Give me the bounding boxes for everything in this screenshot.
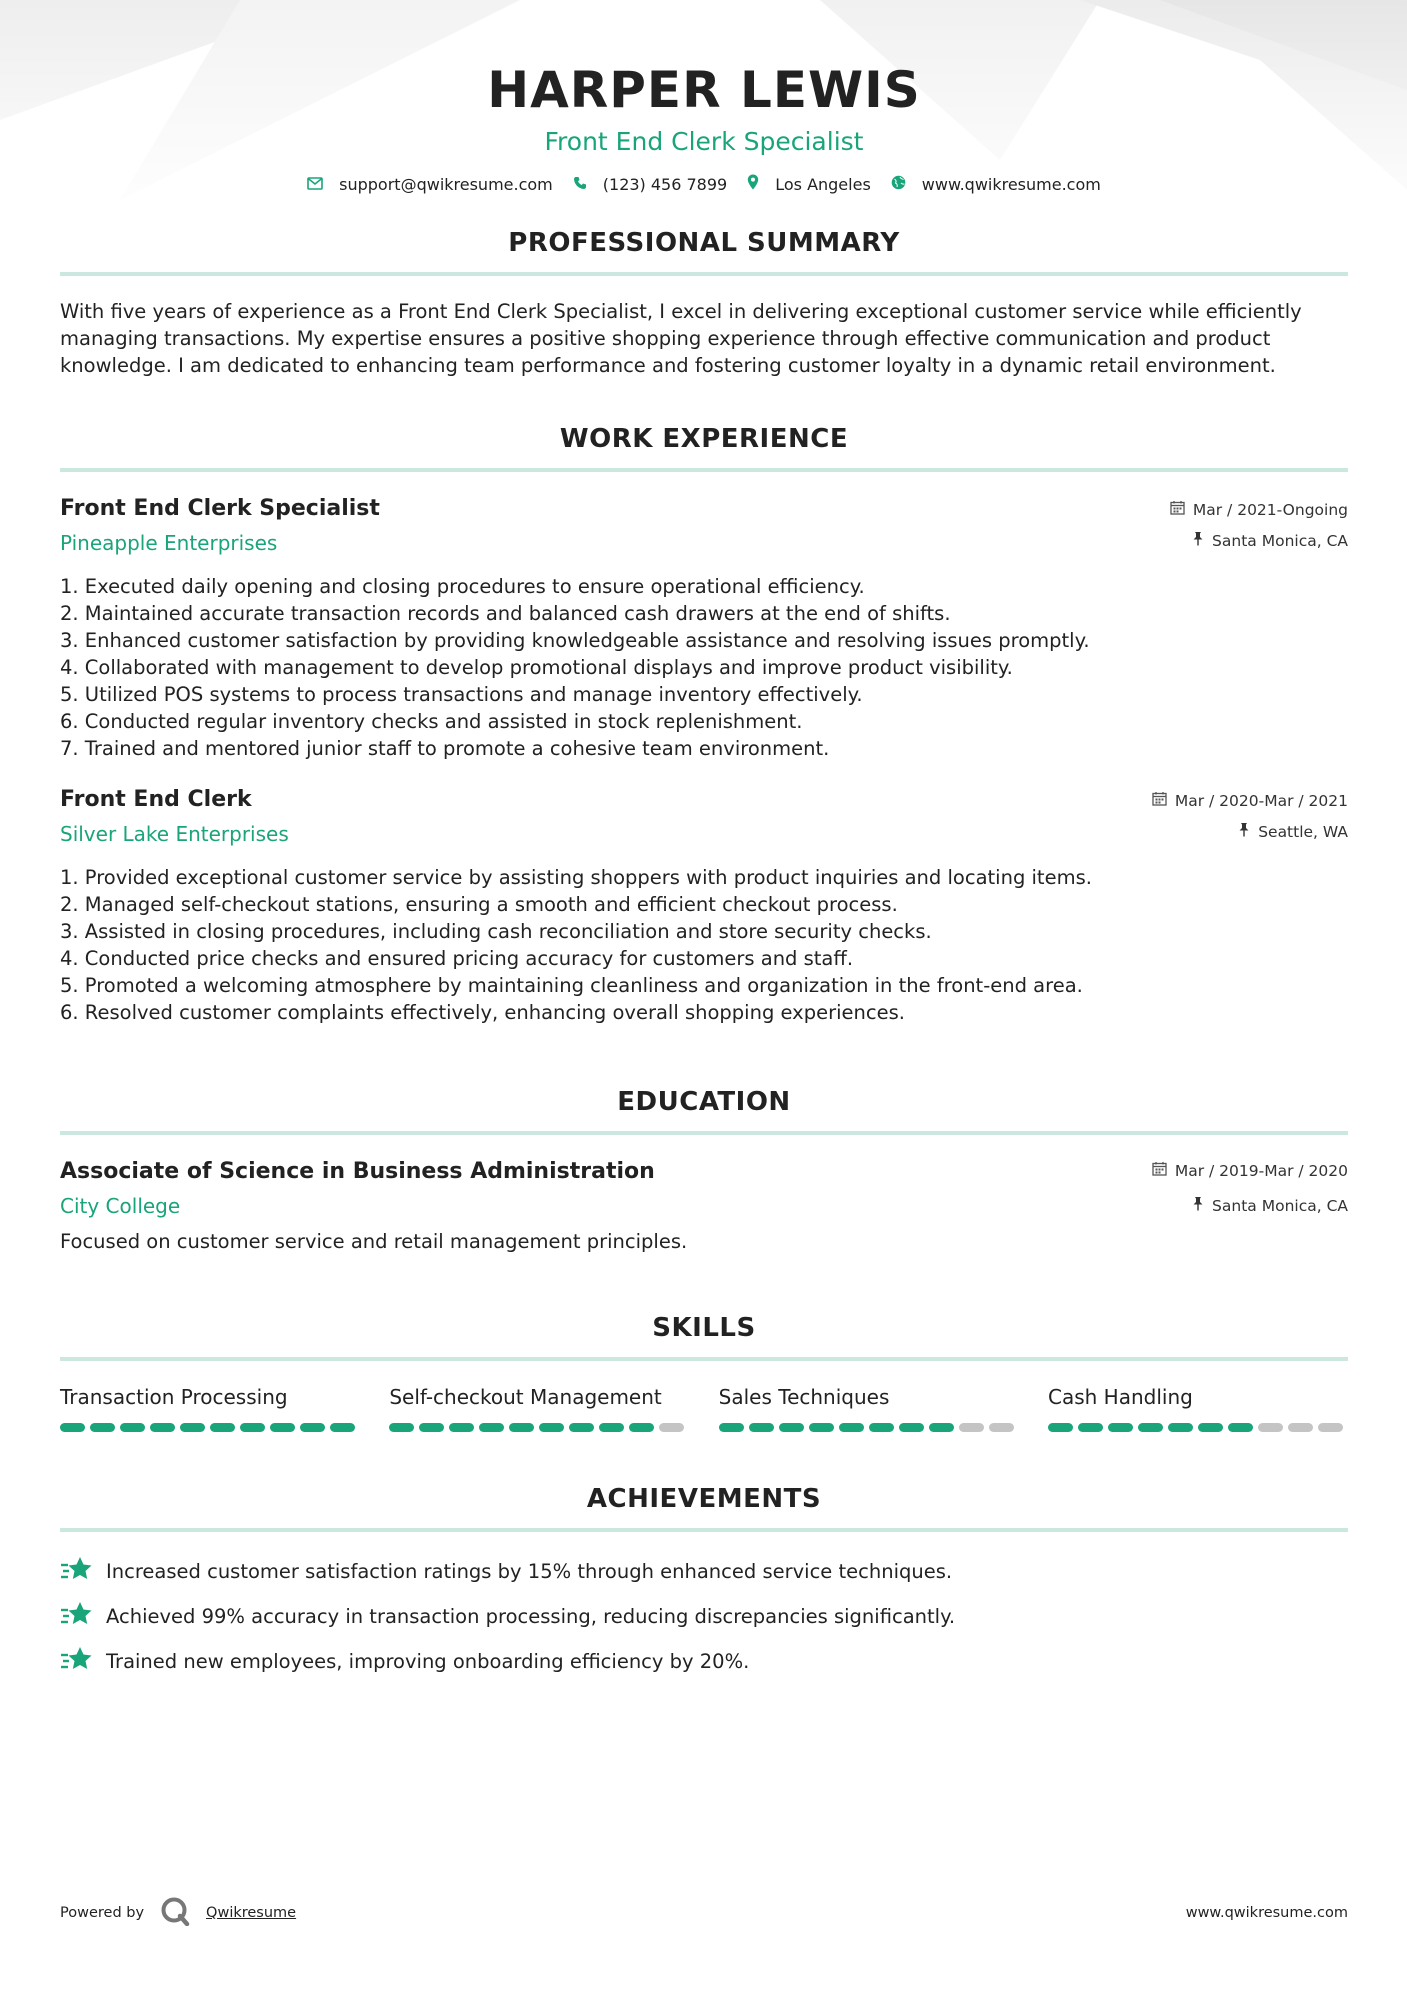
summary-heading: PROFESSIONAL SUMMARY	[60, 228, 1348, 276]
education-entry	[60, 1159, 1348, 1255]
contact-location	[747, 174, 871, 194]
job-title: Front End Clerk Specialist	[60, 496, 380, 521]
achievement-item	[60, 1599, 1348, 1633]
skill-item	[389, 1385, 689, 1432]
skill-segment-filled	[240, 1423, 265, 1432]
star-icon	[60, 1601, 92, 1632]
skill-segment-filled	[120, 1423, 145, 1432]
footer-website[interactable]: www.qwikresume.com	[1185, 1905, 1348, 1921]
skill-segment-filled	[599, 1423, 624, 1432]
summary-text: With five years of experience as a Front End Clerk Specialist, I excel in delivering exceptional customer service while efficiently managing transactions. My expertise ensures a positive shopping experience through effective communication and product knowledge. I am dedicated to enhancing team performance and fostering customer loyalty in a dynamic retail environment.	[60, 300, 1302, 377]
achievement-text: Trained new employees, improving onboarding efficiency by 20%.	[106, 1649, 750, 1673]
skill-item	[60, 1385, 360, 1432]
page-footer	[60, 1896, 1348, 1930]
list-item: 4. Collaborated with management to develop promotional displays and improve product visibility.	[60, 656, 1013, 679]
skill-segment-filled	[449, 1423, 474, 1432]
contact-location-text: Los Angeles	[775, 174, 871, 194]
achievements-heading: ACHIEVEMENTS	[60, 1484, 1348, 1532]
footer-brand-link[interactable]: Qwikresume	[206, 1905, 297, 1921]
job-entry	[60, 496, 1348, 762]
skill-name: Transaction Processing	[60, 1385, 288, 1409]
skills-list	[60, 1385, 1348, 1432]
skill-segment-filled	[1078, 1423, 1103, 1432]
envelope-icon	[307, 175, 323, 194]
job-entry	[60, 787, 1348, 1026]
job-dates: Mar / 2020-Mar / 2021	[1174, 791, 1348, 810]
summary-section	[60, 228, 1348, 379]
skill-segment-filled	[389, 1423, 414, 1432]
job-duties	[60, 573, 1348, 762]
phone-icon	[573, 175, 587, 194]
skill-segment-filled	[150, 1423, 175, 1432]
calendar-icon	[1152, 1161, 1167, 1180]
skill-segment-filled	[569, 1423, 594, 1432]
list-item: 5. Promoted a welcoming atmosphere by maintaining cleanliness and organization in the front-end area.	[60, 974, 1083, 997]
skill-item	[1048, 1385, 1348, 1432]
contact-email-text: support@qwikresume.com	[339, 174, 553, 194]
job-company: Pineapple Enterprises	[60, 531, 278, 555]
resume-header	[60, 62, 1348, 194]
skill-segment-filled	[479, 1423, 504, 1432]
contact-bar	[60, 174, 1348, 194]
skill-segment-filled	[270, 1423, 295, 1432]
candidate-name: HARPER LEWIS	[487, 61, 921, 119]
pushpin-icon	[1238, 822, 1250, 841]
star-icon	[60, 1646, 92, 1677]
skill-segment-filled	[330, 1423, 355, 1432]
map-pin-icon	[747, 174, 759, 194]
skill-segment-empty	[989, 1423, 1014, 1432]
resume-page	[60, 0, 1348, 1678]
achievements-list	[60, 1554, 1348, 1678]
pushpin-icon	[1192, 531, 1204, 550]
job-duties	[60, 864, 1348, 1026]
skill-segment-filled	[899, 1423, 924, 1432]
skill-segment-filled	[779, 1423, 804, 1432]
skill-name: Sales Techniques	[718, 1385, 890, 1409]
job-location: Santa Monica, CA	[1212, 531, 1348, 550]
skill-segment-filled	[1108, 1423, 1133, 1432]
education-section	[60, 1087, 1348, 1255]
list-item: 1. Executed daily opening and closing procedures to ensure operational efficiency.	[60, 575, 865, 598]
skill-segment-empty	[1258, 1423, 1283, 1432]
list-item: 1. Provided exceptional customer service by assisting shoppers with product inquiries and locating items.	[60, 866, 1092, 889]
list-item: 3. Enhanced customer satisfaction by providing knowledgeable assistance and resolving issues promptly.	[60, 629, 1090, 652]
skill-segment-filled	[929, 1423, 954, 1432]
list-item: 3. Assisted in closing procedures, including cash reconciliation and store security checks.	[60, 920, 932, 943]
list-item: 6. Resolved customer complaints effectively, enhancing overall shopping experiences.	[60, 1001, 905, 1024]
calendar-icon	[1152, 791, 1167, 810]
skill-segment-empty	[959, 1423, 984, 1432]
skill-segment-filled	[809, 1423, 834, 1432]
skills-heading: SKILLS	[60, 1313, 1348, 1361]
skill-segment-filled	[419, 1423, 444, 1432]
contact-email[interactable]	[307, 175, 553, 194]
skill-segment-filled	[869, 1423, 894, 1432]
skill-segment-filled	[1228, 1423, 1253, 1432]
candidate-title: Front End Clerk Specialist	[544, 127, 864, 156]
list-item: 4. Conducted price checks and ensured pricing accuracy for customers and staff.	[60, 947, 854, 970]
skill-segment-filled	[210, 1423, 235, 1432]
skill-level-bar	[1048, 1423, 1348, 1432]
job-dates: Mar / 2021-Ongoing	[1192, 500, 1348, 519]
job-title: Front End Clerk	[60, 787, 252, 812]
skill-segment-filled	[60, 1423, 85, 1432]
skill-segment-filled	[1048, 1423, 1073, 1432]
skill-segment-filled	[509, 1423, 534, 1432]
list-item: 2. Maintained accurate transaction records and balanced cash drawers at the end of shifts.	[60, 602, 951, 625]
skill-segment-filled	[719, 1423, 744, 1432]
achievement-item	[60, 1644, 1348, 1678]
achievement-text: Achieved 99% accuracy in transaction processing, reducing discrepancies significantly.	[106, 1604, 956, 1628]
contact-website[interactable]	[891, 175, 1101, 194]
star-icon	[60, 1556, 92, 1587]
school-name: City College	[60, 1194, 181, 1218]
skill-segment-empty	[1288, 1423, 1313, 1432]
skill-item	[719, 1385, 1019, 1432]
skill-segment-filled	[749, 1423, 774, 1432]
globe-icon	[891, 175, 906, 194]
achievement-item	[60, 1554, 1348, 1588]
powered-by-label: Powered by	[60, 1905, 145, 1921]
experience-heading: WORK EXPERIENCE	[60, 424, 1348, 472]
experience-section	[60, 424, 1348, 1026]
job-company: Silver Lake Enterprises	[60, 822, 289, 846]
job-location: Seattle, WA	[1258, 822, 1348, 841]
skill-segment-filled	[180, 1423, 205, 1432]
pushpin-icon	[1192, 1196, 1204, 1215]
skill-segment-filled	[539, 1423, 564, 1432]
achievements-section	[60, 1484, 1348, 1678]
calendar-icon	[1170, 500, 1185, 519]
skill-segment-filled	[90, 1423, 115, 1432]
skill-level-bar	[60, 1423, 360, 1432]
skill-segment-filled	[300, 1423, 325, 1432]
list-item: 7. Trained and mentored junior staff to promote a cohesive team environment.	[60, 737, 830, 760]
contact-website-text: www.qwikresume.com	[921, 174, 1101, 194]
skill-segment-filled	[839, 1423, 864, 1432]
list-item: 5. Utilized POS systems to process transactions and manage inventory effectively.	[60, 683, 863, 706]
skills-section	[60, 1313, 1348, 1432]
skill-segment-filled	[629, 1423, 654, 1432]
skill-level-bar	[719, 1423, 1019, 1432]
list-item: 2. Managed self-checkout stations, ensuring a smooth and efficient checkout process.	[60, 893, 898, 916]
achievement-text: Increased customer satisfaction ratings by 15% through enhanced service techniques.	[106, 1559, 953, 1583]
education-location: Santa Monica, CA	[1212, 1196, 1348, 1215]
education-heading: EDUCATION	[60, 1087, 1348, 1135]
skill-level-bar	[389, 1423, 689, 1432]
skill-segment-filled	[1138, 1423, 1163, 1432]
education-description: Focused on customer service and retail management principles.	[60, 1230, 688, 1253]
contact-phone-text: (123) 456 7899	[602, 174, 728, 194]
skill-name: Self-checkout Management	[389, 1385, 662, 1409]
degree-title: Associate of Science in Business Administration	[60, 1159, 655, 1184]
skill-segment-empty	[659, 1423, 684, 1432]
qwikresume-logo-icon	[160, 1896, 190, 1930]
contact-phone[interactable]	[573, 175, 727, 194]
education-dates: Mar / 2019-Mar / 2020	[1174, 1161, 1348, 1180]
list-item: 6. Conducted regular inventory checks and assisted in stock replenishment.	[60, 710, 803, 733]
skill-segment-filled	[1168, 1423, 1193, 1432]
skill-segment-filled	[1198, 1423, 1223, 1432]
skill-name: Cash Handling	[1047, 1385, 1193, 1409]
skill-segment-empty	[1318, 1423, 1343, 1432]
